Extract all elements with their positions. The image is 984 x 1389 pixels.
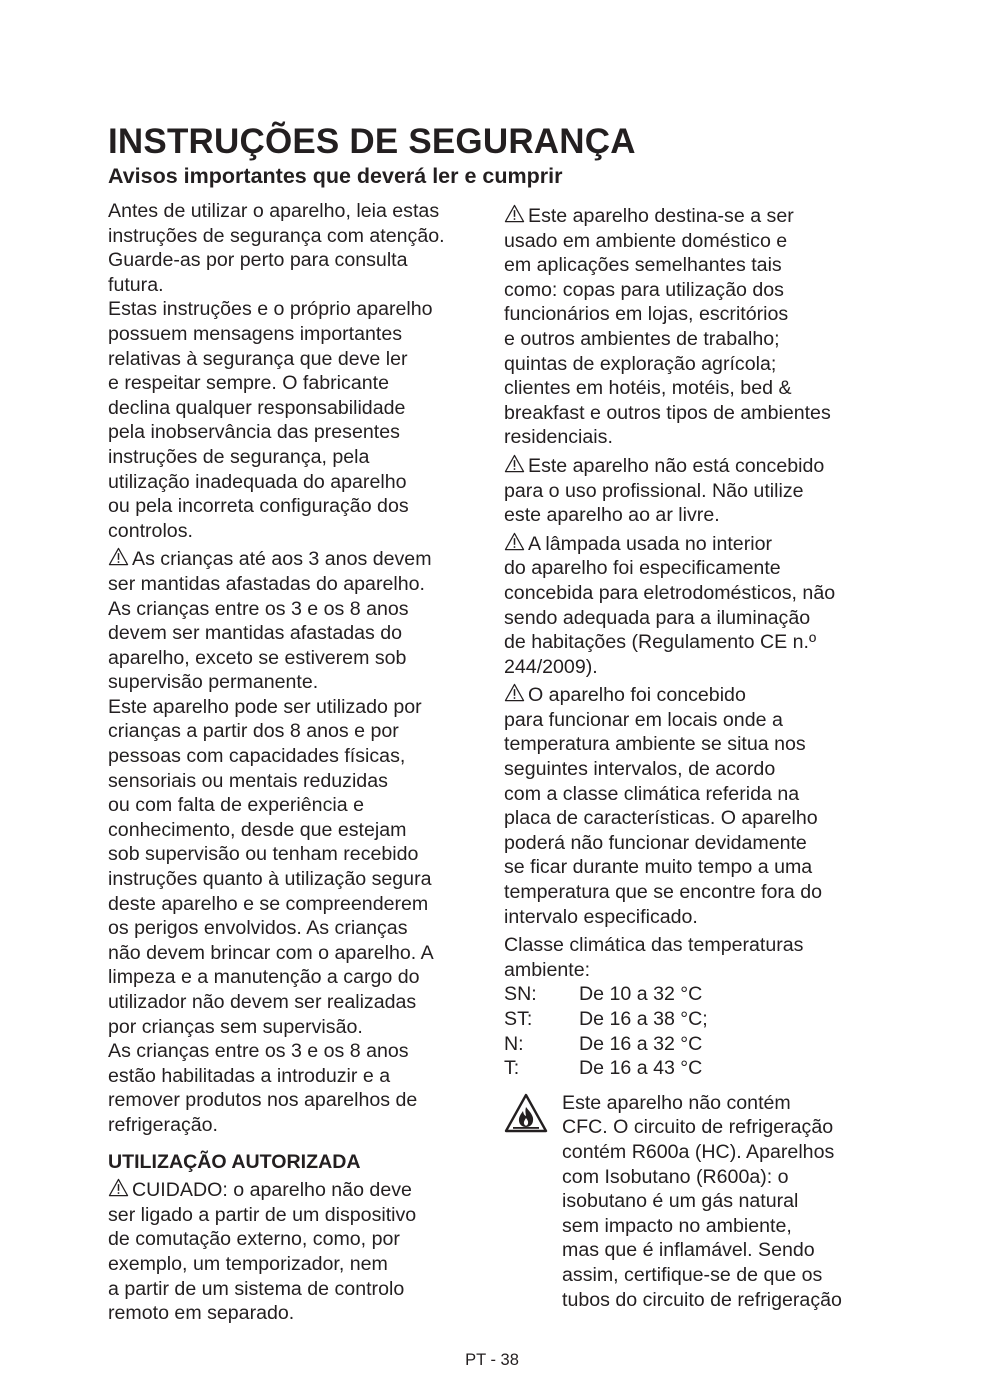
text-line: contém R600a (HC). Aparelhos — [562, 1140, 835, 1163]
text-line: As crianças entre os 3 e os 8 anos — [108, 597, 409, 620]
text-line: como: copas para utilização dos — [504, 278, 784, 301]
page-subtitle: Avisos importantes que deverá ler e cumprir — [108, 164, 563, 188]
text-line: pela inobservância das presentes — [108, 421, 400, 444]
text-line: Este aparelho pode ser utilizado por — [108, 695, 422, 718]
climate-class-row — [504, 1032, 842, 1057]
text-line: usado em ambiente doméstico e — [504, 229, 788, 252]
text-line: Estas instruções e o próprio aparelho — [108, 298, 433, 321]
climate-class-code: ST: — [504, 1008, 533, 1030]
text-line: concebida para eletrodomésticos, não — [504, 581, 836, 604]
text-line: Classe climática das temperaturas — [504, 934, 804, 957]
warning-icon — [504, 532, 525, 551]
text-line: instruções de segurança, pela — [108, 445, 370, 468]
children-warning — [108, 547, 445, 1137]
text-line: instruções quanto à utilização segura — [108, 868, 432, 891]
caution-warning — [108, 1178, 445, 1326]
warning-icon — [108, 1178, 129, 1197]
flammable-warning-icon — [504, 1093, 548, 1133]
text-line: O aparelho foi concebido — [528, 684, 746, 707]
warning-icon — [504, 204, 525, 223]
page-title: INSTRUÇÕES DE SEGURANÇA — [108, 122, 636, 161]
warning-icon — [504, 454, 525, 473]
text-line: Este aparelho não contém — [562, 1091, 791, 1114]
text-line: instruções de segurança com atenção. — [108, 224, 445, 247]
text-line: sensoriais ou mentais reduzidas — [108, 769, 388, 792]
text-line: para funcionar em locais onde a — [504, 708, 783, 731]
text-line: utilizador não devem ser realizadas — [108, 991, 417, 1013]
text-line: tubos do circuito de refrigeração — [562, 1288, 842, 1311]
text-line: supervisão permanente. — [108, 671, 319, 694]
climate-class-range: De 16 a 43 °C — [579, 1057, 703, 1080]
temperature-warning — [504, 683, 842, 929]
climate-class-code: T: — [504, 1057, 520, 1080]
text-line: por crianças sem supervisão. — [108, 1015, 363, 1038]
climate-class-range: De 16 a 38 °C; — [579, 1008, 708, 1030]
climate-class-row — [504, 1056, 842, 1081]
text-line: não devem brincar com o aparelho. A — [108, 941, 434, 964]
text-line: As crianças até aos 3 anos devem — [132, 548, 432, 571]
climate-classes — [504, 933, 842, 1081]
domestic-use-warning — [504, 204, 842, 450]
text-line: e outros ambientes de trabalho; — [504, 327, 780, 350]
text-line: crianças a partir dos 8 anos e por — [108, 720, 399, 743]
text-line: Este aparelho não está concebido — [528, 454, 825, 477]
text-line: pessoas com capacidades físicas, — [108, 745, 406, 768]
text-line: deste aparelho e se compreenderem — [108, 892, 429, 915]
text-line: sem impacto no ambiente, — [562, 1214, 792, 1237]
text-line: controlos. — [108, 519, 193, 542]
refrigerant-notice — [504, 1091, 842, 1312]
text-line: com Isobutano (R600a): o — [562, 1165, 789, 1188]
professional-use-warning — [504, 454, 842, 528]
text-line: possuem mensagens importantes — [108, 322, 403, 345]
text-line: temperatura ambiente se situa nos — [504, 733, 806, 756]
climate-class-code: N: — [504, 1032, 524, 1055]
text-line: utilização inadequada do aparelho — [108, 470, 407, 493]
text-line: os perigos envolvidos. As crianças — [108, 917, 408, 940]
text-line: exemplo, um temporizador, nem — [108, 1252, 388, 1275]
text-line: Antes de utilizar o aparelho, leia estas — [108, 200, 440, 222]
text-line: do aparelho foi especificamente — [504, 557, 781, 580]
climate-class-row — [504, 982, 842, 1007]
text-line: se ficar durante muito tempo a uma — [504, 856, 813, 879]
text-line: este aparelho ao ar livre. — [504, 504, 720, 527]
text-line: declina qualquer responsabilidade — [108, 396, 406, 419]
page-number: PT - 38 — [465, 1351, 519, 1369]
text-line: assim, certifique-se de que os — [562, 1263, 823, 1286]
text-line: para o uso profissional. Não utilize — [504, 479, 804, 502]
text-line: a partir de um sistema de controlo — [108, 1277, 405, 1300]
climate-class-range: De 16 a 32 °C — [579, 1032, 703, 1055]
text-line: de comutação externo, como, por — [108, 1228, 400, 1251]
text-line: em aplicações semelhantes tais — [504, 254, 782, 277]
text-line: ou pela incorreta configuração dos — [108, 495, 409, 518]
text-line: mas que é inflamável. Sendo — [562, 1239, 815, 1262]
text-line: quintas de exploração agrícola; — [504, 352, 777, 375]
text-line: relativas à segurança que deve ler — [108, 347, 408, 370]
text-line: conhecimento, desde que estejam — [108, 818, 407, 841]
text-line: As crianças entre os 3 e os 8 anos — [108, 1040, 409, 1063]
text-line: seguintes intervalos, de acordo — [504, 758, 776, 781]
text-line: de habitações (Regulamento CE n.º — [504, 631, 817, 654]
text-line: remoto em separado. — [108, 1302, 295, 1325]
text-line: ser ligado a partir de um dispositivo — [108, 1203, 417, 1226]
text-line: funcionários em lojas, escritórios — [504, 303, 789, 326]
text-line: ambiente: — [504, 958, 591, 981]
text-line: poderá não funcionar devidamente — [504, 831, 807, 854]
text-line: e respeitar sempre. O fabricante — [108, 372, 389, 395]
climate-class-row — [504, 1007, 842, 1032]
text-line: aparelho, exceto se estiverem sob — [108, 646, 407, 669]
text-line: ser mantidas afastadas do aparelho. — [108, 572, 425, 595]
text-line: breakfast e outros tipos de ambientes — [504, 401, 831, 424]
text-line: temperatura que se encontre fora do — [504, 881, 823, 904]
text-line: futura. — [108, 273, 164, 296]
warning-icon — [504, 683, 525, 702]
text-line: com a classe climática referida na — [504, 782, 800, 805]
text-line: A lâmpada usada no interior — [528, 532, 772, 555]
text-line: limpeza e a manutenção a cargo do — [108, 966, 420, 989]
text-line: Guarde-as por perto para consulta — [108, 249, 408, 272]
text-line: ou com falta de experiência e — [108, 794, 364, 817]
section-heading: UTILIZAÇÃO AUTORIZADA — [108, 1150, 361, 1173]
text-line: intervalo especificado. — [504, 905, 698, 928]
text-line: Este aparelho destina-se a ser — [528, 205, 794, 227]
text-line: refrigeração. — [108, 1113, 218, 1136]
warning-icon — [108, 547, 129, 566]
text-line: estão habilitadas a introduzir e a — [108, 1064, 391, 1087]
text-line: residenciais. — [504, 426, 613, 449]
right-column — [504, 204, 842, 1312]
text-line: clientes em hotéis, motéis, bed & — [504, 377, 792, 400]
text-line: placa de características. O aparelho — [504, 807, 818, 830]
text-line: devem ser mantidas afastadas do — [108, 622, 403, 645]
climate-class-code: SN: — [504, 983, 537, 1006]
climate-class-range: De 10 a 32 °C — [579, 983, 703, 1006]
text-line: CUIDADO: o aparelho não deve — [132, 1179, 412, 1202]
text-line: 244/2009). — [504, 655, 598, 678]
text-line: isobutano é um gás natural — [562, 1190, 799, 1213]
text-line: sendo adequada para a iluminação — [504, 606, 811, 629]
left-column — [108, 199, 445, 1326]
text-line: CFC. O circuito de refrigeração — [562, 1116, 834, 1139]
text-line: sob supervisão ou tenham recebido — [108, 843, 419, 866]
intro-paragraph — [108, 199, 445, 543]
lamp-warning — [504, 532, 842, 680]
text-line: remover produtos nos aparelhos de — [108, 1089, 418, 1112]
